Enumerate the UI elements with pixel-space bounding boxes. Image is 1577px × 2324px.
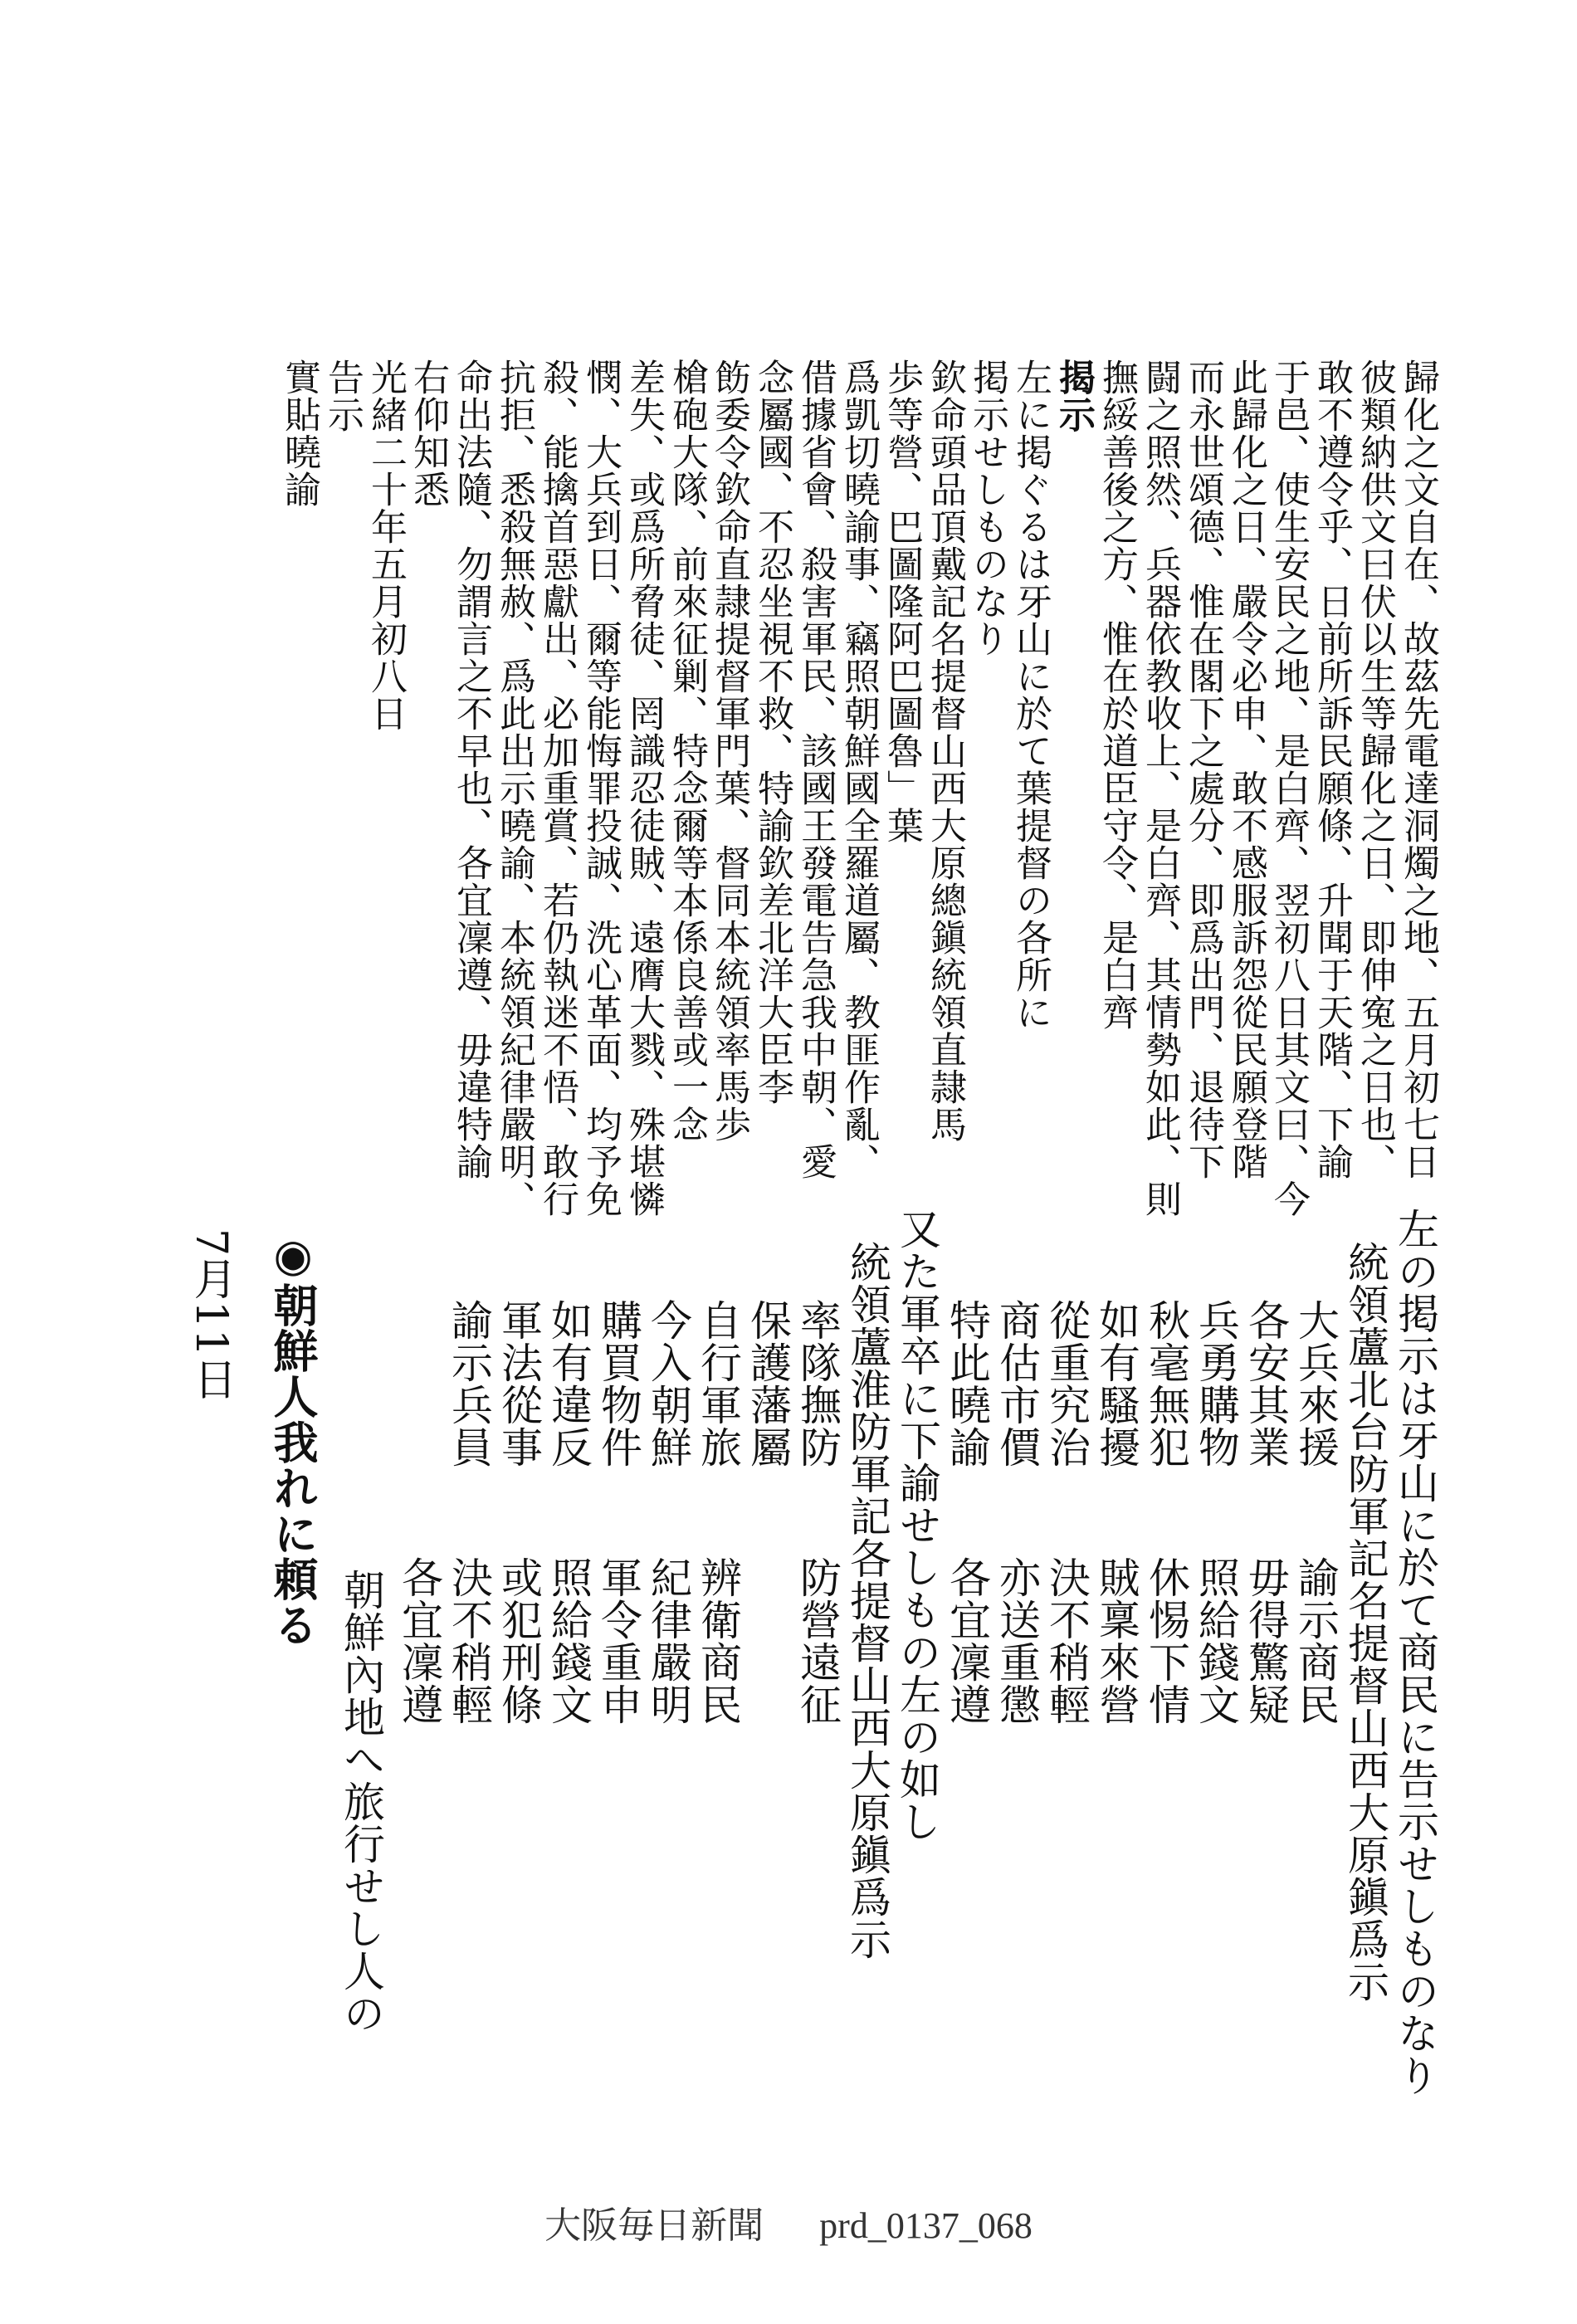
main-text-column: 掲示せしものなり [966,359,1008,657]
notice-phrase: 休惕下情 [1142,1556,1190,1726]
main-text-column: 殺、能擒首惡獻出、必加重賞、若仍執迷不悟、敢行 [536,359,579,1218]
order-line [588,1299,642,1814]
order-line [388,1299,443,1814]
order-line [737,1299,792,2071]
notice-line [1185,1299,1240,1814]
order-phrase: 軍令重申 [594,1556,642,1726]
notice-intro-line: 統領蘆北台防軍記名提督山西大原鎭爲示 [1341,1241,1389,2003]
notice-line [986,1299,1041,1814]
order-phrase: 率隊撫防 [793,1299,842,1468]
notice-phrase: 照給錢文 [1192,1556,1240,1726]
order-phrase: 自行軍旅 [694,1299,742,1468]
main-text-column: 彼類納供文曰伏以生等歸化之日、即伸寃之日也、 [1354,359,1396,1180]
notice-phrase: 賊稟來營 [1092,1556,1140,1726]
main-text-column: 左に掲ぐるは牙山に於て葉提督の各所に [1009,359,1052,1031]
main-text-column: 揭示 [1052,359,1095,433]
notice-line [1135,1299,1190,1814]
main-text-column: 而永世頌德、惟在閣下之處分、即爲出門、退待下 [1182,359,1224,1180]
main-text-column: 槍砲大隊、前來征剿、特念爾等本係良善或一念 [666,359,708,1143]
order-line [637,1299,692,1814]
order-phrase: 購買物件 [594,1299,642,1468]
main-text-column: 差失、或爲所脅徒、罔識忍徒賊、遠膺大戮、殊堪憐 [622,359,665,1218]
order-line [787,1299,842,1814]
order-intro-line: 統領蘆淮防軍記各提督山西大原鎭爲示 [843,1241,891,1960]
order-line [687,1299,742,1814]
order-phrase: 如有違反 [544,1299,593,1468]
order-phrase: 防營遠征 [793,1556,842,1726]
notice-phrase: 商估市價 [993,1299,1041,1468]
main-text-column: 歸化之文自在、故茲先電達洞燭之地、五月初七日 [1397,359,1439,1180]
order-line [488,1299,543,1814]
order-phrase: 或犯刑條 [495,1556,543,1726]
order-phrase: 紀律嚴明 [644,1556,692,1726]
notice-phrase: 從重究治 [1042,1299,1091,1468]
notice-phrase: 各安其業 [1242,1299,1290,1468]
notice-article [395,1208,1439,2121]
main-text-column: 欽命頭品頂戴記名提督山西大原總鎭統領直隷馬 [924,359,966,1143]
main-text-column: 闘之照然、兵器依教收上、是白齊、其情勢如此、則 [1139,359,1181,1218]
order-phrase: 軍法從事 [495,1299,543,1468]
notice-phrase: 秋毫無犯 [1142,1299,1190,1468]
article-headline: ◉朝鮮人我れに頼る [266,1228,320,1648]
main-text-column: 告示 [321,359,364,433]
notice-line [1086,1299,1140,1814]
notice-phrase: 毋得驚疑 [1242,1556,1290,1726]
main-text-column: 爲凱切曉諭事、竊照朝鮮國全羅道屬、教匪作亂、 [837,359,880,1180]
main-text-column: 憫、大兵到日、爾等能悔罪投誠、洗心革面、均予免 [579,359,622,1218]
order-intro-line: 又た軍卒に下諭せしもの左の如し [893,1208,941,1843]
main-text-column: 飭委令欽命直隷提督軍門葉、督同本統領率馬歩 [708,359,750,1143]
notice-phrase: 亦送重懲 [993,1556,1041,1726]
notice-line [936,1299,991,1814]
order-phrase: 各宜凜遵 [395,1556,443,1726]
order-phrase: 今入朝鮮 [644,1299,692,1468]
notice-phrase: 各宜凜遵 [943,1556,991,1726]
notice-phrase: 諭示商民 [1291,1556,1340,1726]
main-text-column: 念屬國、不忍坐視不救、特諭欽差北洋大臣李 [751,359,793,1106]
main-text-column: 于邑、使生安民之地、是白齊、翌初八日其文曰、今 [1267,359,1310,1218]
main-text-column: 敢不遵令乎、日前所訴民願條、升聞于天階、下諭 [1311,359,1353,1180]
main-text-column: 抗拒、悉殺無赦、爲此出示曉諭、本統領紀律嚴明、 [493,359,535,1218]
notice-phrase: 大兵來援 [1291,1299,1340,1468]
next-article [166,1228,385,2058]
notice-line [1235,1299,1290,1814]
article-body: 朝鮮內地へ旅行せし人の [337,1569,385,2034]
page-footer [0,2195,1577,2248]
main-text-column: 借據省會、殺害軍民、該國王發電告急我中朝、愛 [794,359,837,1180]
order-line [438,1299,493,1814]
main-text-column: 右仰知悉 [407,359,449,508]
main-text-column: 撫綏善後之方、惟在於道臣守令、是白齊 [1096,359,1138,1031]
main-article [274,359,1439,1218]
order-phrase: 保護藩屬 [744,1299,792,1468]
order-line [538,1299,593,1814]
notice-line [1036,1299,1091,1814]
notice-intro-line: 左の掲示は牙山に於て商民に告示せしものなり [1391,1208,1439,2097]
notice-phrase: 兵勇購物 [1192,1299,1240,1468]
order-phrase: 決不稍輕 [445,1556,493,1726]
notice-phrase: 決不稍輕 [1042,1556,1091,1726]
notice-phrase: 特此曉諭 [943,1299,991,1468]
order-phrase: 照給錢文 [544,1556,593,1726]
newspaper-name: 大阪毎日新聞 [544,2205,764,2246]
main-text-column: 光緒二十年五月初八日 [364,359,407,732]
notice-line [1285,1299,1340,1814]
page-id: prd_0137_068 [819,2205,1033,2246]
notice-phrase: 如有騷擾 [1092,1299,1140,1468]
order-phrase: 辨衛商民 [694,1556,742,1726]
main-text-column: 命出法隨、勿謂言之不早也、各宜凜遵、毋違特諭 [450,359,492,1180]
main-text-column: 實貼曉諭 [278,359,320,508]
order-phrase: 諭示兵員 [445,1299,493,1468]
article-date: 7月11日 [186,1228,236,1402]
main-text-column: 此歸化之日、嚴令必申、敢不感服訴怨從民願登階 [1225,359,1267,1180]
main-text-column: 歩等營、巴圖隆阿巴圖魯」葉 [881,359,923,844]
